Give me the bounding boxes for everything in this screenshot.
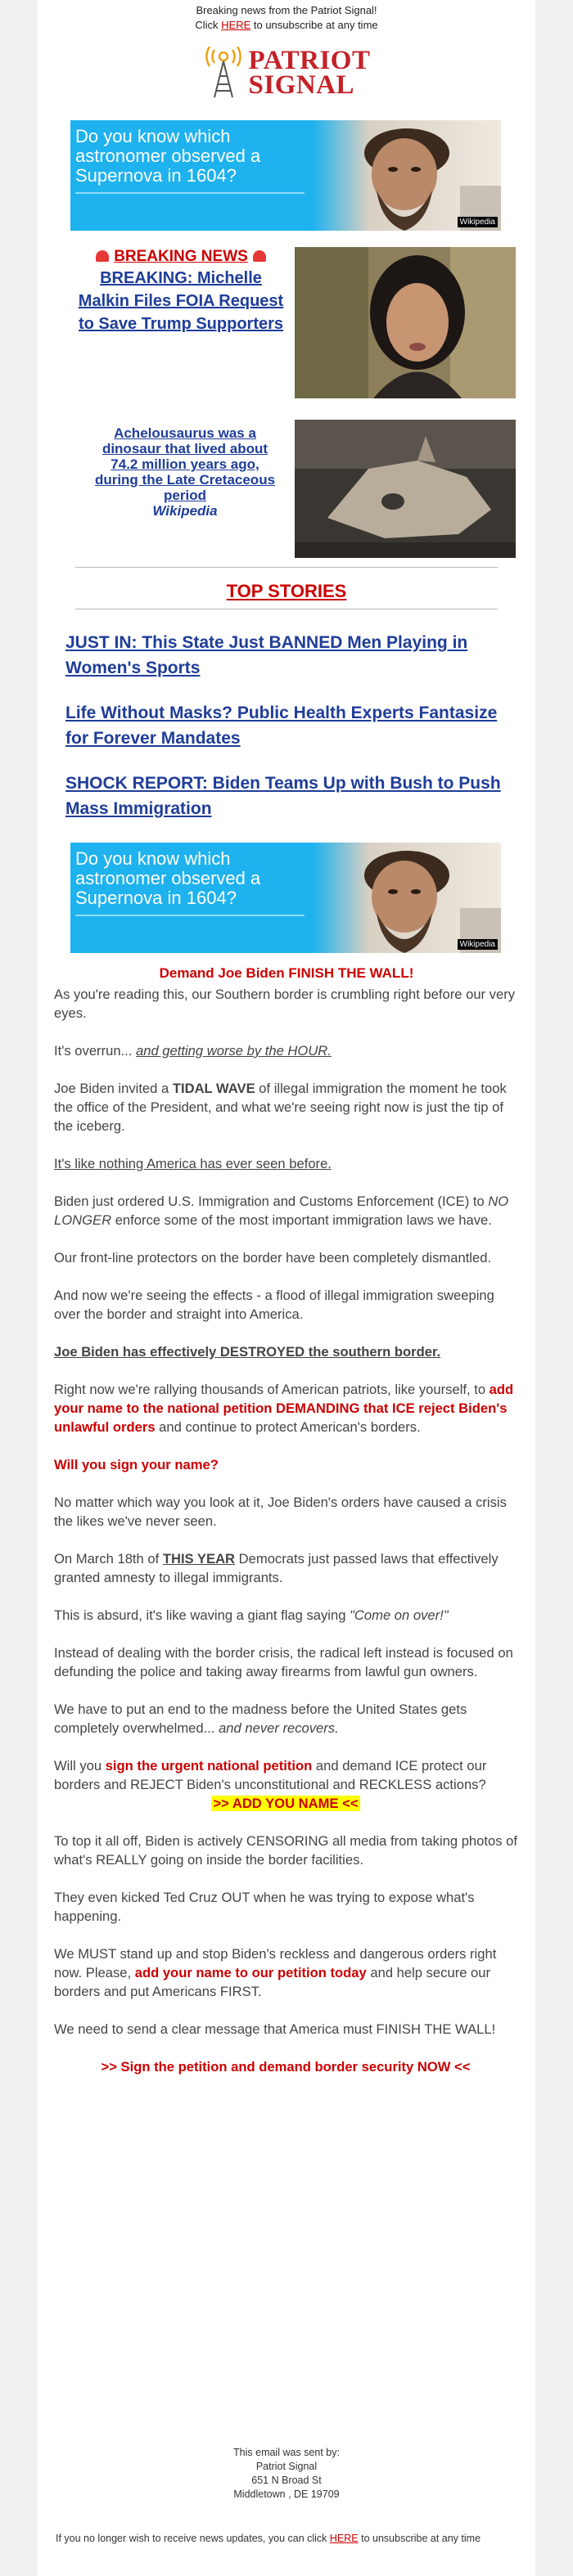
body-paragraph: They even kicked Ted Cruz OUT when he was trying to expose what's happening.	[54, 1890, 475, 1924]
preheader-tail-text: to unsubscribe at any time	[250, 19, 378, 31]
breaking-label-text: BREAKING NEWS	[114, 248, 248, 265]
ad-caption: Wikipedia	[458, 217, 498, 227]
breaking-news-block	[74, 247, 288, 335]
body-paragraph	[54, 1606, 517, 1625]
body-paragraph: No matter which way you look at it, Joe Biden's orders have caused a crisis the likes we've never seen.	[54, 1495, 507, 1529]
unsubscribe-notice	[56, 2532, 519, 2546]
dinosaur-fact[interactable]	[90, 425, 280, 519]
breaking-label	[74, 247, 288, 267]
unsubscribe-post: to unsubscribe at any time	[358, 2533, 481, 2544]
body-paragraph	[54, 1700, 517, 1738]
body-paragraph	[54, 1079, 517, 1135]
body-text: Biden just ordered U.S. Immigration and Customs Enforcement (ICE) to	[54, 1194, 489, 1209]
ad-question: Do you know which astronomer observed a Supernova in 1604?	[75, 126, 261, 186]
body-paragraph: And now we're seeing the effects - a flood of illegal immigration sweeping over the border and straight into America.	[54, 1288, 494, 1322]
astronomer-ad-banner[interactable]	[70, 843, 501, 953]
breaking-headline-link[interactable]: BREAKING: Michelle Malkin Files FOIA Request to Save Trump Supporters	[78, 269, 284, 333]
dinosaur-fact-text: Achelousaurus was a dinosaur that lived about 74.2 million years ago, during the Late Cretaceous period	[94, 425, 276, 503]
siren-icon	[253, 250, 266, 262]
add-name-cta[interactable]	[54, 1794, 517, 1813]
top-story-link[interactable]: SHOCK REPORT: Biden Teams Up with Bush to Push Mass Immigration	[65, 774, 501, 818]
petition-body	[54, 985, 517, 2095]
body-paragraph: To top it all off, Biden is actively CENSORING all media from taking photos of what's REALLY going on inside the border facilities.	[54, 1833, 517, 1868]
body-text: It's overrun...	[54, 1043, 137, 1059]
body-text: and help secure our borders and put Americans FIRST.	[54, 1965, 491, 1999]
astronomer-portrait-image	[313, 120, 501, 231]
body-paragraph: It's like nothing America has ever seen before.	[54, 1156, 332, 1171]
ad-caption: Wikipedia	[458, 939, 498, 950]
radio-tower-icon	[203, 47, 244, 99]
body-paragraph	[54, 1041, 517, 1060]
breaking-news-photo[interactable]	[295, 247, 516, 398]
dinosaur-skull-photo[interactable]	[295, 420, 516, 558]
ad-question: Do you know which astronomer observed a Supernova in 1604?	[75, 848, 261, 908]
add-name-cta-label[interactable]: >> ADD YOU NAME <<	[213, 1796, 359, 1811]
body-paragraph: As you're reading this, our Southern border is crumbling right before our very eyes.	[54, 987, 516, 1021]
body-emphasis: and getting worse by the HOUR.	[136, 1043, 332, 1059]
petition-title: Demand Joe Biden FINISH THE WALL!	[159, 965, 414, 981]
ad-rule	[75, 915, 305, 916]
body-paragraph	[54, 1380, 517, 1436]
body-text: We MUST stand up and stop Biden's reckless and dangerous orders right now. Please,	[54, 1946, 497, 1980]
body-emphasis: THIS YEAR	[162, 1551, 236, 1567]
body-text: On March 18th of	[54, 1551, 163, 1567]
body-text: enforce some of the most important immigration laws we have.	[111, 1212, 492, 1228]
astronomer-ad-banner[interactable]	[70, 120, 501, 231]
preheader	[38, 0, 535, 33]
sender-city: Middletown , DE 19709	[233, 2488, 340, 2500]
logo-word-2: SIGNAL	[248, 70, 355, 100]
sign-petition-cta[interactable]: >> Sign the petition and demand border security NOW <<	[101, 2059, 471, 2075]
sign-question-link[interactable]: Will you sign your name?	[54, 1457, 219, 1472]
ad-rule	[75, 192, 305, 194]
email-body	[38, 0, 535, 2576]
body-text: Joe Biden invited a	[54, 1081, 173, 1096]
body-text: We have to put an end to the madness before the United States gets completely overwhelmed...	[54, 1702, 467, 1736]
body-text: Will you	[54, 1758, 106, 1774]
logo-wordmark	[248, 46, 371, 100]
body-emphasis: "Come on over!"	[350, 1607, 449, 1623]
preheader-line: Breaking news from the Patriot Signal!	[196, 4, 377, 16]
body-paragraph	[54, 1192, 517, 1230]
preheader-click-text: Click	[195, 19, 222, 31]
body-paragraph: Our front-line protectors on the border have been completely dismantled.	[54, 1250, 492, 1266]
body-text: and demand ICE protect our borders and REJECT Biden's unconstitutional and RECKLESS actions?	[54, 1758, 487, 1792]
body-text: Democrats just passed laws that effectively granted amnesty to illegal immigrants.	[54, 1551, 499, 1585]
body-emphasis: TIDAL WAVE	[172, 1081, 255, 1096]
petition-link[interactable]: sign the urgent national petition	[105, 1758, 313, 1774]
sender-org: Patriot Signal	[255, 2461, 318, 2472]
astronomer-portrait-image	[313, 843, 501, 953]
siren-icon	[96, 250, 109, 262]
preheader-unsubscribe-link[interactable]: HERE	[221, 19, 251, 31]
body-text: Right now we're rallying thousands of American patriots, like yourself, to	[54, 1382, 490, 1397]
body-emphasis: NO LONGER	[54, 1194, 509, 1228]
body-text: of illegal immigration the moment he took the office of the President, and what we're seeing right now is just the tip of the iceberg.	[54, 1081, 507, 1134]
body-paragraph	[54, 1549, 517, 1587]
petition-link[interactable]: add your name to the national petition DEMANDING that ICE reject Biden's unlawful orders	[54, 1382, 514, 1435]
sender-label: This email was sent by:	[233, 2447, 340, 2458]
body-text: and continue to protect American's borders.	[155, 1419, 421, 1435]
top-story-link[interactable]: Life Without Masks? Public Health Experts Fantasize for Forever Mandates	[65, 704, 498, 748]
body-paragraph: Instead of dealing with the border crisis, the radical left instead is focused on defunding the police and taking away firearms from lawful gun owners.	[54, 1645, 513, 1679]
body-emphasis: and never recovers.	[219, 1720, 339, 1736]
sender-info	[38, 2446, 535, 2502]
unsubscribe-pre: If you no longer wish to receive news updates, you can click	[56, 2533, 330, 2544]
body-text: This is absurd, it's like waving a giant flag saying	[54, 1607, 350, 1623]
unsubscribe-link[interactable]: HERE	[329, 2533, 359, 2544]
body-paragraph	[54, 1756, 517, 1794]
body-paragraph: Joe Biden has effectively DESTROYED the southern border.	[54, 1344, 441, 1360]
petition-link[interactable]: add your name to our petition today	[134, 1965, 367, 1980]
top-story-link[interactable]: JUST IN: This State Just BANNED Men Playing in Women's Sports	[65, 633, 468, 677]
body-paragraph: We need to send a clear message that America must FINISH THE WALL!	[54, 2021, 496, 2037]
divider	[75, 567, 498, 568]
top-stories-title: TOP STORIES	[226, 581, 347, 601]
preheader-unsubscribe	[38, 18, 535, 33]
body-paragraph	[54, 1944, 517, 2001]
logo-word-1: PATRIOT	[248, 46, 371, 75]
patriot-signal-logo[interactable]	[38, 46, 535, 100]
sender-street: 651 N Broad St	[251, 2475, 322, 2486]
dinosaur-fact-source: Wikipedia	[152, 503, 218, 519]
